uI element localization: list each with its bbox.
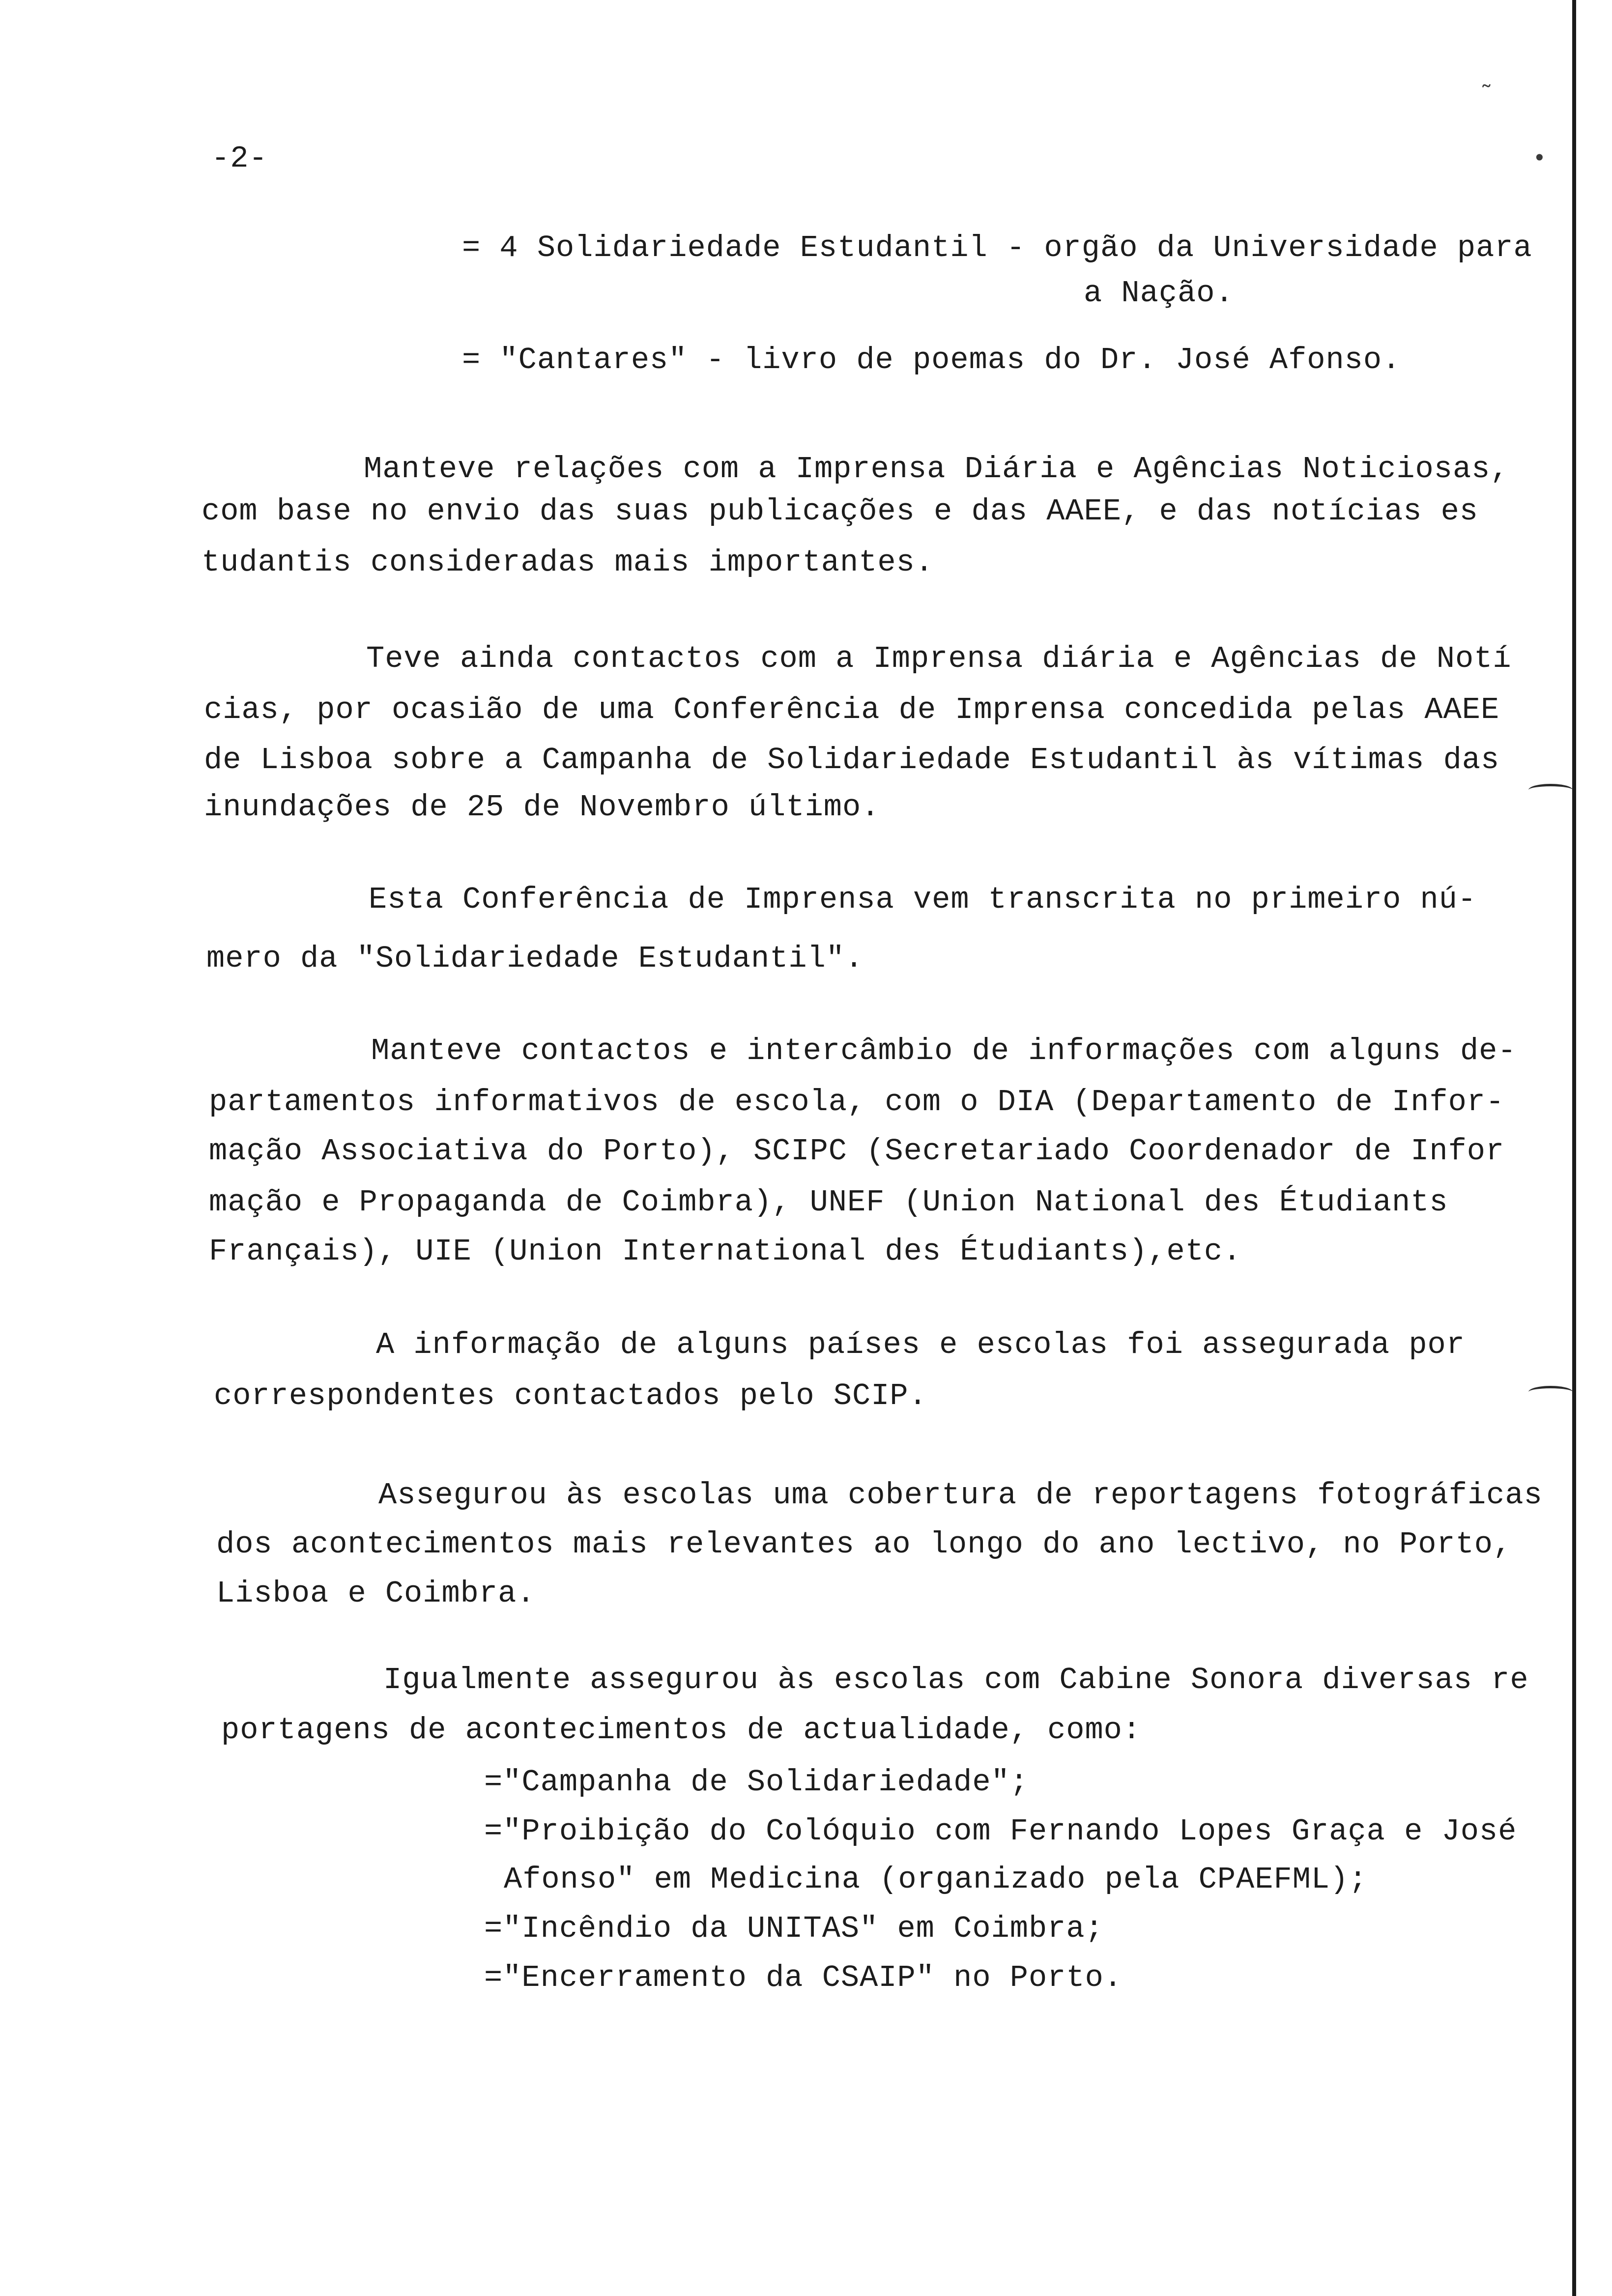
ink-dot: • [1532,146,1547,172]
proofreading-mark [1528,784,1573,796]
paragraph-5-line-2: correspondentes contactados pelo SCIP. [214,1378,927,1413]
paragraph-4-line-2: partamentos informativos de escola, com o DIA (Departamento de Infor- [209,1085,1505,1119]
paragraph-6-line-2: dos acontecimentos mais relevantes ao longo do ano lectivo, no Porto, [216,1527,1512,1562]
paragraph-3-line-1: Esta Conferência de Imprensa vem transcrita no primeiro nú- [369,882,1477,917]
paragraph-4-line-4: mação e Propaganda de Coimbra), UNEF (Union National des Étudiants [209,1185,1448,1220]
paragraph-4-line-1: Manteve contactos e intercâmbio de informações com alguns de- [371,1033,1517,1068]
ink-mark: ˜ [1479,82,1494,109]
paragraph-6-line-3: Lisboa e Coimbra. [216,1576,536,1611]
paragraph-2-line-4: inundações de 25 de Novembro último. [204,790,880,825]
paragraph-6-line-1: Assegurou às escolas uma cobertura de reportagens fotográficas [378,1478,1543,1513]
paragraph-2-line-3: de Lisboa sobre a Campanha de Solidariedade Estudantil às vítimas das [204,743,1500,777]
publication-item-2: = "Cantares" - livro de poemas do Dr. José Afonso. [462,343,1401,377]
publication-item-1-continuation: a Nação. [1084,276,1234,311]
page-number: -2- [211,141,268,176]
reportagem-item-2: ="Proibição do Colóquio com Fernando Lopes Graça e José [484,1814,1517,1849]
paragraph-3-line-2: mero da "Solidariedade Estudantil". [206,941,864,976]
proofreading-mark [1528,1386,1573,1398]
publication-item-1: = 4 Solidariedade Estudantil - orgão da Universidade para [462,230,1532,265]
binding-edge-line [1572,0,1576,2296]
paragraph-1-line-3: tudantis consideradas mais importantes. [202,545,934,580]
paragraph-7-line-2: portagens de acontecimentos de actualidade, como: [221,1713,1142,1748]
paragraph-1-line-1: Manteve relações com a Imprensa Diária e Agências Noticiosas, [364,452,1509,487]
paragraph-1-line-2: com base no envio das suas publicações e das AAEE, e das notícias es [202,494,1479,529]
paragraph-2-line-1: Teve ainda contactos com a Imprensa diária e Agências de Notí [366,641,1512,676]
paragraph-4-line-3: mação Associativa do Porto), SCIPC (Secretariado Coordenador de Infor [209,1134,1505,1169]
reportagem-item-1: ="Campanha de Solidariedade"; [484,1765,1029,1800]
reportagem-item-3: ="Incêndio da UNITAS" em Coimbra; [484,1911,1104,1946]
paragraph-5-line-1: A informação de alguns países e escolas foi assegurada por [376,1327,1465,1362]
paragraph-7-line-1: Igualmente assegurou às escolas com Cabine Sonora diversas re [383,1663,1529,1697]
paragraph-2-line-2: cias, por ocasião de uma Conferência de Imprensa concedida pelas AAEE [204,692,1500,727]
reportagem-item-4: ="Encerramento da CSAIP" no Porto. [484,1960,1123,1995]
paragraph-4-line-5: Français), UIE (Union International des Étudiants),etc. [209,1234,1242,1269]
reportagem-item-2-continuation: Afonso" em Medicina (organizado pela CPAEFML); [504,1862,1368,1897]
